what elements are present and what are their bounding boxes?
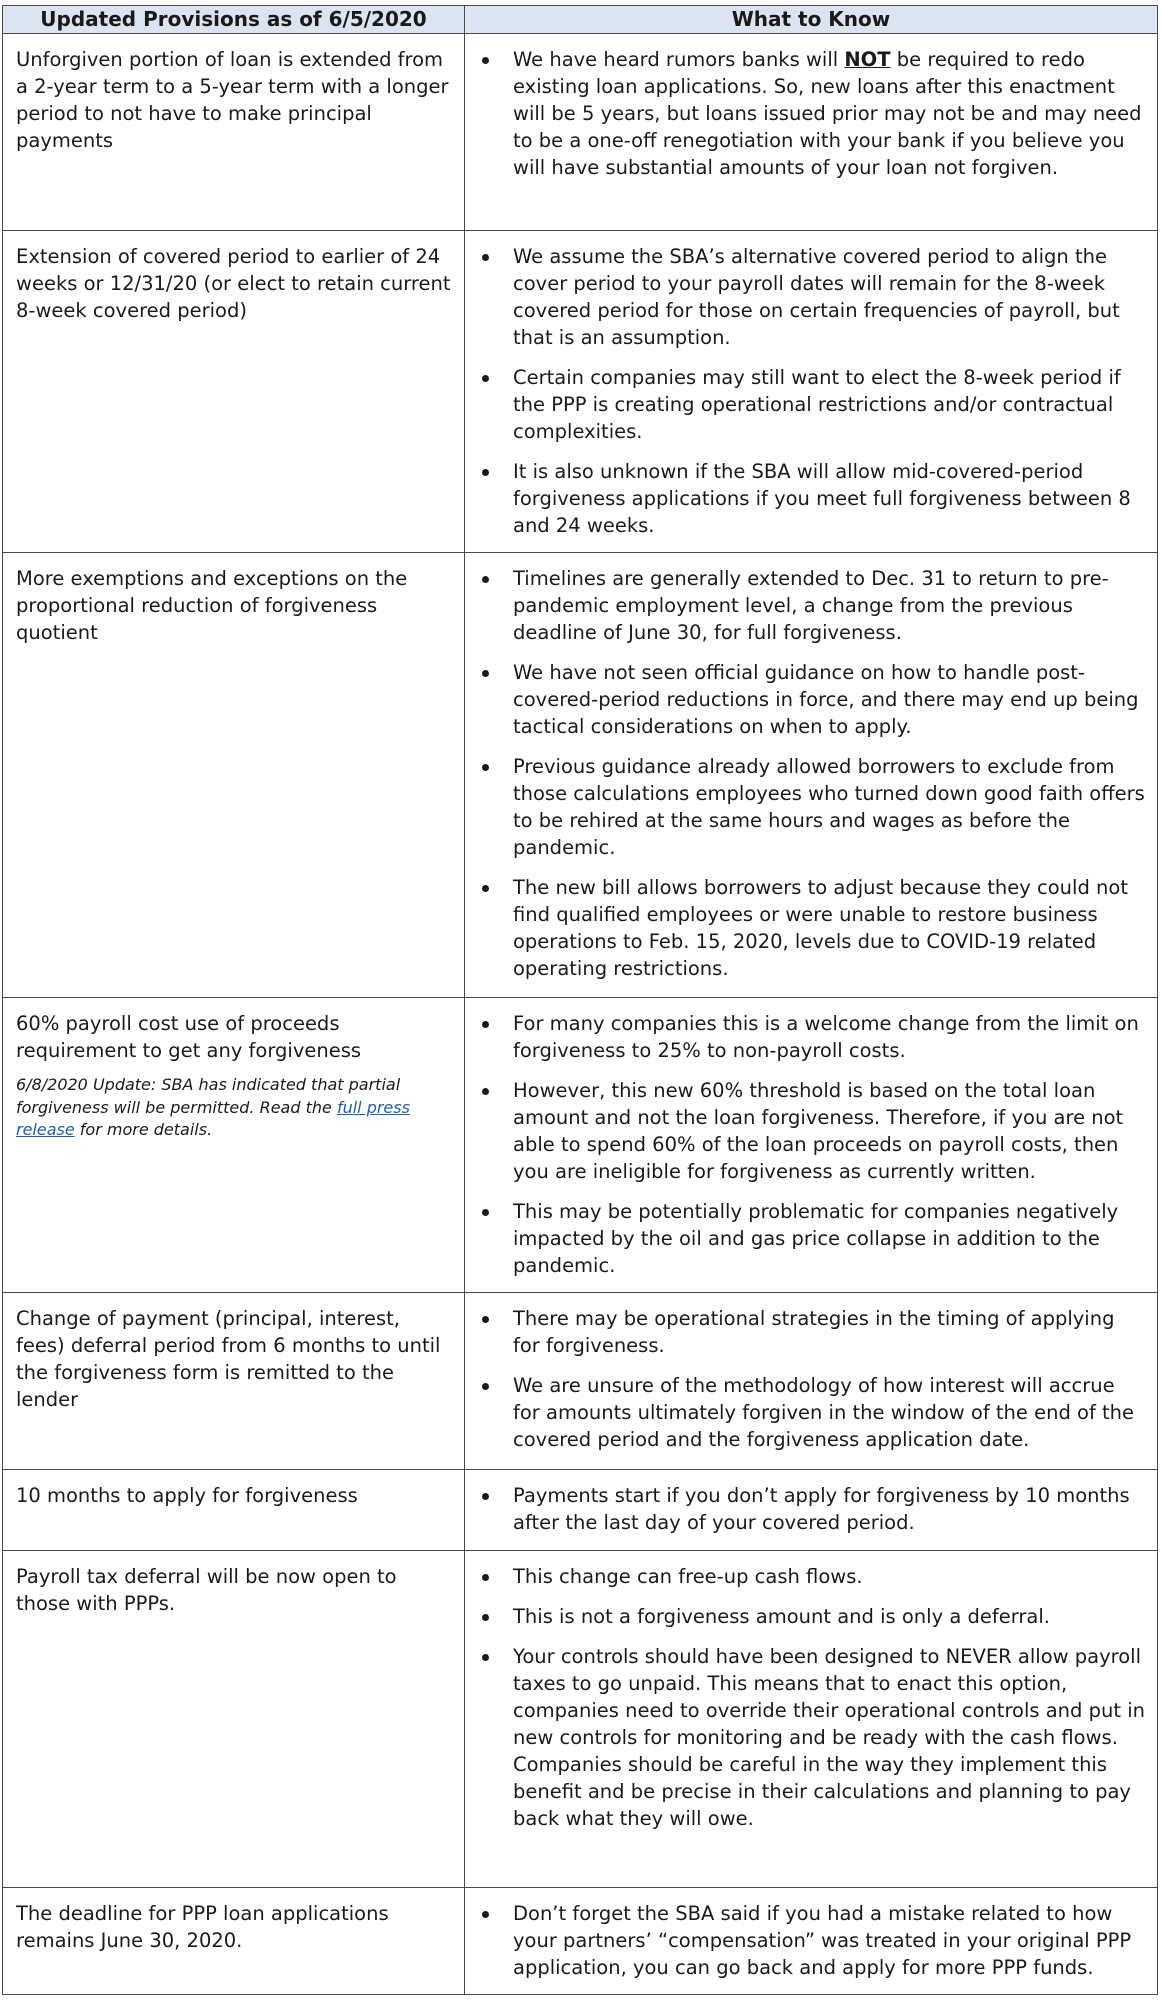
bullet-list — [465, 46, 1147, 181]
bullet-item: Timelines are generally extended to Dec. 31 to return to pre-pandemic employment level, a change from the previous deadline of June 30, for full forgiveness. — [465, 565, 1147, 646]
table-row — [3, 1470, 1158, 1551]
bullet-list — [465, 1563, 1147, 1832]
provisions-table — [2, 5, 1158, 1995]
bullet-item: There may be operational strategies in the timing of applying for forgiveness. — [465, 1305, 1147, 1359]
bullet-list — [465, 1482, 1147, 1536]
provision-cell: Payroll tax deferral will be now open to those with PPPs. — [3, 1551, 465, 1888]
provision-cell: Unforgiven portion of loan is extended from a 2-year term to a 5-year term with a longer period to not have to make principal payments — [3, 34, 465, 231]
what-to-know-cell — [465, 998, 1158, 1293]
table-row — [3, 1888, 1158, 1995]
bullet-item: Payments start if you don’t apply for forgiveness by 10 months after the last day of your covered period. — [465, 1482, 1147, 1536]
what-to-know-cell — [465, 1293, 1158, 1470]
bullet-item: Certain companies may still want to elect the 8-week period if the PPP is creating operational restrictions and/or contractual complexities. — [465, 364, 1147, 445]
provision-cell: 10 months to apply for forgiveness — [3, 1470, 465, 1551]
emphasis-not: NOT — [844, 48, 891, 71]
bullet-item: Previous guidance already allowed borrowers to exclude from those calculations employees who turned down good faith offers to be rehired at the same hours and wages as before the pandemic. — [465, 753, 1147, 861]
bullet-item: Don’t forget the SBA said if you had a mistake related to how your partners’ “compensation” was treated in your original PPP application, you can go back and apply for more PPP funds. — [465, 1900, 1147, 1981]
what-to-know-cell — [465, 34, 1158, 231]
bullet-item: The new bill allows borrowers to adjust because they could not find qualified employees or were unable to restore business operations to Feb. 15, 2020, levels due to COVID-19 related operating restrictions. — [465, 874, 1147, 982]
table-header-row — [3, 6, 1158, 34]
provision-text: 60% payroll cost use of proceeds requirement to get any forgiveness — [16, 1012, 362, 1062]
header-provisions: Updated Provisions as of 6/5/2020 — [3, 6, 465, 34]
bullet-text: be required to redo existing loan applications. So, new loans after this enactment will be 5 years, but loans issued prior may not be and may need to be a one-off renegotiation with your bank if you believe you will have substantial amounts of your loan not forgiven. — [513, 48, 1142, 179]
full-press-release-link[interactable]: full press release — [16, 1097, 410, 1139]
provision-cell: Extension of covered period to earlier of 24 weeks or 12/31/20 (or elect to retain current 8-week covered period) — [3, 231, 465, 553]
bullet-item: We assume the SBA’s alternative covered period to align the cover period to your payroll dates will remain for the 8-week covered period for those on certain frequencies of payroll, but that is an assumption. — [465, 243, 1147, 351]
table-row — [3, 231, 1158, 553]
bullet-item — [465, 46, 1147, 181]
provision-cell: More exemptions and exceptions on the proportional reduction of forgiveness quotient — [3, 553, 465, 998]
bullet-list — [465, 565, 1147, 982]
bullet-item: This change can free-up cash flows. — [465, 1563, 1147, 1590]
what-to-know-cell — [465, 1888, 1158, 1995]
what-to-know-cell — [465, 1551, 1158, 1888]
bullet-list — [465, 1900, 1147, 1981]
bullet-item: This may be potentially problematic for companies negatively impacted by the oil and gas price collapse in addition to the pandemic. — [465, 1198, 1147, 1279]
bullet-item: However, this new 60% threshold is based on the total loan amount and not the loan forgiveness. Therefore, if you are not able to spend 60% of the loan proceeds on payroll costs, then you are ineligible for forgiveness as currently written. — [465, 1077, 1147, 1185]
bullet-item: For many companies this is a welcome change from the limit on forgiveness to 25% to non-payroll costs. — [465, 1010, 1147, 1064]
note-text: 6/8/2020 Update: SBA has indicated that partial forgiveness will be permitted. Read the — [16, 1075, 401, 1117]
provision-cell: The deadline for PPP loan applications remains June 30, 2020. — [3, 1888, 465, 1995]
what-to-know-cell — [465, 1470, 1158, 1551]
bullet-item: It is also unknown if the SBA will allow mid-covered-period forgiveness applications if you meet full forgiveness between 8 and 24 weeks. — [465, 458, 1147, 539]
provision-cell — [3, 998, 465, 1293]
what-to-know-cell — [465, 231, 1158, 553]
bullet-item: We are unsure of the methodology of how interest will accrue for amounts ultimately forgiven in the window of the end of the covered period and the forgiveness application date. — [465, 1372, 1147, 1453]
table-row — [3, 1293, 1158, 1470]
what-to-know-cell — [465, 553, 1158, 998]
bullet-item: We have not seen official guidance on how to handle post-covered-period reductions in force, and there may end up being tactical considerations on when to apply. — [465, 659, 1147, 740]
bullet-text: We have heard rumors banks will — [513, 48, 845, 71]
bullet-item: Your controls should have been designed to NEVER allow payroll taxes to go unpaid. This means that to enact this option, companies need to override their operational controls and put in new controls for monitoring and be ready with the cash flows. Companies should be careful in the way they implement this benefit and be precise in their calculations and planning to pay back what they will owe. — [465, 1643, 1147, 1832]
update-note — [16, 1074, 454, 1142]
table-row — [3, 998, 1158, 1293]
table-row — [3, 553, 1158, 998]
bullet-list — [465, 243, 1147, 539]
bullet-item: This is not a forgiveness amount and is only a deferral. — [465, 1603, 1147, 1630]
table-row — [3, 34, 1158, 231]
table-row — [3, 1551, 1158, 1888]
provision-cell: Change of payment (principal, interest, fees) deferral period from 6 months to until the forgiveness form is remitted to the lender — [3, 1293, 465, 1470]
bullet-list — [465, 1305, 1147, 1453]
header-what-to-know: What to Know — [465, 6, 1158, 34]
bullet-list — [465, 1010, 1147, 1279]
note-text: for more details. — [74, 1120, 213, 1139]
